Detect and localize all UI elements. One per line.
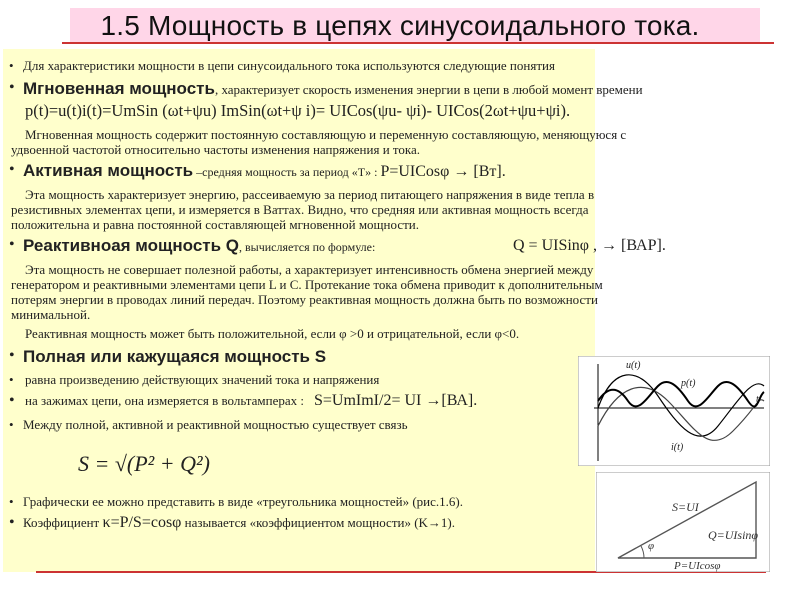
apparent-unit-text: на зажимах цепи, она измеряется в вольтамперах :: [25, 393, 304, 408]
apparent-power-heading: Полная или кажущаяся мощность S: [23, 347, 327, 366]
bullet-triangle: [11, 494, 463, 510]
bullet-apparent-unit: [11, 392, 477, 410]
instant-power-note-2: удвоенной частотой относительно частоты изменения напряжения и тока.: [11, 142, 421, 157]
active-power-formula: P=UICosφ → [Вт].: [380, 163, 506, 180]
title-underline: [62, 42, 774, 44]
power-factor-prefix: Коэффициент: [23, 515, 103, 530]
p-triangle-label: P=UIcosφ: [674, 560, 721, 572]
apparent-power-formula: S=UmImI/2= UI →[ВА].: [313, 392, 478, 409]
bullet-power-factor: [11, 514, 455, 532]
bullet-relation: [11, 417, 408, 433]
active-power-heading: Активная мощность: [23, 161, 194, 180]
bullet-intro: [11, 58, 555, 74]
power-triangle-figure: [596, 472, 770, 572]
power-factor-formula: κ=P/S=cosφ: [102, 514, 182, 531]
bullet-apparent-power: [11, 347, 326, 367]
apparent-power-equation: S = √(P² + Q²): [78, 451, 210, 476]
active-power-note-2: резистивных элементах цепи, и измеряется в Ваттах. Видно, что средняя или активная мощность всегда: [11, 202, 589, 217]
reactive-power-note-1: Эта мощность не совершает полезной работы, а характеризует интенсивность обмена энергией между: [25, 262, 594, 277]
triangle-text: Графически ее можно представить в виде «треугольника мощностей» (рис.1.6).: [23, 494, 463, 509]
active-power-note-3: положительна и равна постоянной составляющей мгновенной мощности.: [11, 217, 419, 232]
reactive-power-formula: Q = UISinφ , → [ВАР].: [513, 237, 666, 254]
i-label: i(t): [671, 442, 684, 453]
reactive-power-heading: Реактивноая мощность Q: [23, 236, 239, 255]
triangle-svg: [596, 472, 770, 572]
active-power-note-1: Эта мощность характеризует энергию, рассеиваемую за период питающего напряжения в виде тепла в: [25, 187, 595, 202]
t-label: t: [756, 394, 759, 405]
waveform-figure: [578, 356, 770, 466]
apparent-desc-text: равна произведению действующих значений тока и напряжения: [25, 372, 380, 387]
reactive-power-note-4: минимальной.: [11, 307, 91, 322]
instant-power-note-1: Мгновенная мощность содержит постоянную составляющую и переменную составляющую, меняющуюся с: [25, 127, 627, 142]
reactive-power-note-2: генератором и реактивными элементами цепи L и C. Протекание тока обмена приводит к дополнительным: [11, 277, 603, 292]
instant-power-desc: , характеризует скорость изменения энергии в цепи в любой момент времени: [214, 82, 643, 97]
p-label: p(t): [681, 378, 696, 389]
relation-text: Между полной, активной и реактивной мощностью существует связь: [23, 417, 408, 432]
reactive-power-note-3: потерям энергии в проводах линий передач. Поэтому реактивная мощность должна быть по возможности: [11, 292, 598, 307]
power-factor-suffix: называется «коэффициентом мощности» (K→1).: [181, 515, 456, 530]
bullet-apparent-desc: [11, 372, 379, 388]
instant-power-formula: p(t)=u(t)i(t)=UmSin (ωt+ψu) ImSin(ωt+ψ i)= UICos(ψu- ψi)- UICos(2ωt+ψu+ψi).: [25, 101, 571, 120]
bullet-reactive-power: [11, 236, 375, 256]
bullet-active-power: [11, 161, 506, 181]
intro-text: Для характеристики мощности в цепи синусоидального тока используются следующие понятия: [23, 58, 555, 73]
q-label: Q=UIsinφ: [708, 528, 759, 542]
phi-label: φ: [648, 540, 655, 552]
s-label: S=UI: [672, 500, 699, 514]
instant-power-heading: Мгновенная мощность: [23, 79, 215, 98]
reactive-power-sign: Реактивная мощность может быть положительной, если φ >0 и отрицательной, если φ<0.: [25, 326, 520, 341]
content-panel: [3, 49, 666, 572]
slide-title: 1.5 Мощность в цепях синусоидального тока.: [100, 10, 700, 41]
bullet-instant-power: [11, 79, 643, 99]
active-power-desc: –средняя мощность за период «T» :: [193, 165, 381, 179]
u-label: u(t): [626, 360, 641, 371]
reactive-power-desc: , вычисляется по формуле:: [239, 240, 376, 254]
